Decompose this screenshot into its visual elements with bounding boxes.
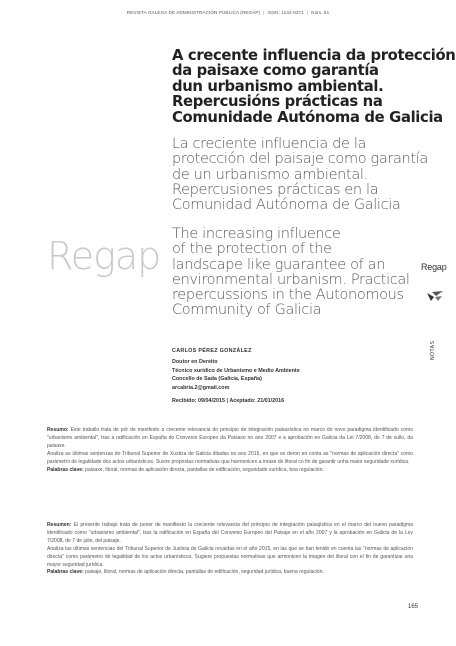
author-block (172, 347, 412, 405)
abstract-gl-text2: Analiza as últimas sentenzas do Tribunal Superior de Xustiza de Galicia ditadas no ano 2015, en que se deron en conta as "normas de aplicación directa" como parámetro de legalidade dos actos urbanísticos. Suxire propostas normativas que harmonicen a imaxe do litoral co fin de garantir unha maior seguridade xurídica. (47, 450, 413, 465)
title-en-line: The increasing influence (172, 226, 341, 242)
title-spanish (172, 136, 428, 214)
title-galician (172, 47, 456, 126)
keywords-es: paisaje, litoral, normas de aplicación directa, pantallas de edificación, seguridad jurídica, buena regulación. (85, 569, 324, 576)
title-es-line: Comunidad Autónoma de Galicia (172, 197, 401, 214)
title-en-line: environmental urbanism. Practical (172, 271, 410, 288)
title-es-line: La creciente influencia de la (172, 136, 367, 152)
title-gl-line: dun urbanismo ambiental. (172, 77, 384, 95)
page-number: 165 (408, 604, 419, 610)
bird-logo-icon (426, 290, 444, 302)
title-en-line: repercussions in the Autonomous (172, 287, 404, 304)
section-label: NOTAS (430, 340, 436, 360)
abstract-gl-label: Resumo: (47, 427, 69, 433)
title-english (172, 226, 410, 319)
regap-logo-small: Regap (421, 262, 447, 272)
keywords-es-label: Palabras clave: (47, 569, 84, 576)
regap-logo-watermark: Regap (47, 234, 161, 278)
issue-number: Núm. 51 (311, 10, 330, 15)
title-en-line: of the protection of the (172, 241, 332, 258)
received-accepted-dates: Recibido: 09/04/2015 | Aceptado: 21/01/2016 (172, 398, 285, 405)
running-header: REVISTA GALEGA DE ADMINISTRACIÓN PÚBLICA (REGAP) | ISSN: 1132-8371 | Núm. 51 (126, 10, 330, 15)
author-name: CARLOS PÉREZ GONZÁLEZ (172, 348, 252, 354)
abstract-es-text1: El presente trabajo trata de poner de manifiesto la creciente relevancia del principio de integración paisajística en el marco del nuevo paradigma identificado como "urbanismo ambiental", tras la ratificación en España del Convenio Europeo del Paisaje en el año 2007 y la aprobación en Galicia de la Ley 7/2008, de 7 de julio, del paisaje. (47, 522, 413, 544)
abstract-es-label: Resumen: (47, 522, 72, 528)
abstract-spanish (47, 522, 413, 577)
title-gl-line: Repercusións prácticas na (172, 93, 383, 111)
section-label-vertical (430, 338, 440, 362)
title-es-line: Repercusiones prácticas en la (172, 181, 379, 198)
title-gl-line: da paisaxe como garantía (172, 62, 379, 80)
title-en-line: Community of Galicia (172, 302, 322, 319)
title-en-line: landscape like guarantee of an (172, 256, 386, 273)
title-es-line: protección del paisaje como garantía (172, 151, 428, 168)
author-position: Técnico xurídico de Urbanismo e Medio Ambiente (172, 367, 300, 374)
issn: ISSN: 1132-8371 (267, 10, 304, 15)
title-gl-line: Comunidade Autónoma de Galicia (172, 108, 443, 126)
keywords-gl: paisaxe, litoral, normas de aplicación directa, pantallas de edificación, seguridade xurídica, boa regulación. (85, 466, 324, 473)
abstract-es-text2: Analiza las últimas sentencias del Tribunal Superior de Justicia de Galicia recaídas en el año 2015, en las que se han tenido en cuenta las "normas de aplicación directa" como parámetro de legalidad de los actos urbanísticos. Sugiere propuestas normativas que armonicen la imagen del litoral con el fin de garantizar una mayor seguridad jurídica. (47, 545, 413, 568)
author-email: arcabria.2@gmail.com (172, 384, 230, 391)
title-es-line: de un urbanismo ambiental. (172, 166, 368, 183)
author-institution: Concello de Sada (Galicia, España) (172, 376, 262, 383)
abstract-gl-text1: Este traballo trata de pór de manifesto a crecente relevancia do principio de integración paisaxística no marco do novo paradigma identificado como "urbanismo ambiental", tras a ratificación en España do Convenio Europeo da Paisaxe no ano 2007 e a aprobación en Galicia da Lei 7/2008, do 7 de xullo, da paisaxe. (47, 427, 414, 449)
abstract-galician (47, 427, 413, 474)
keywords-gl-label: Palabras clave: (47, 466, 84, 473)
author-degree: Doutor en Dereito (172, 359, 218, 366)
title-gl-line: A crecente influencia da protección (172, 47, 456, 64)
journal-name: REVISTA GALEGA DE ADMINISTRACIÓN PÚBLICA (REGAP) (126, 10, 261, 15)
